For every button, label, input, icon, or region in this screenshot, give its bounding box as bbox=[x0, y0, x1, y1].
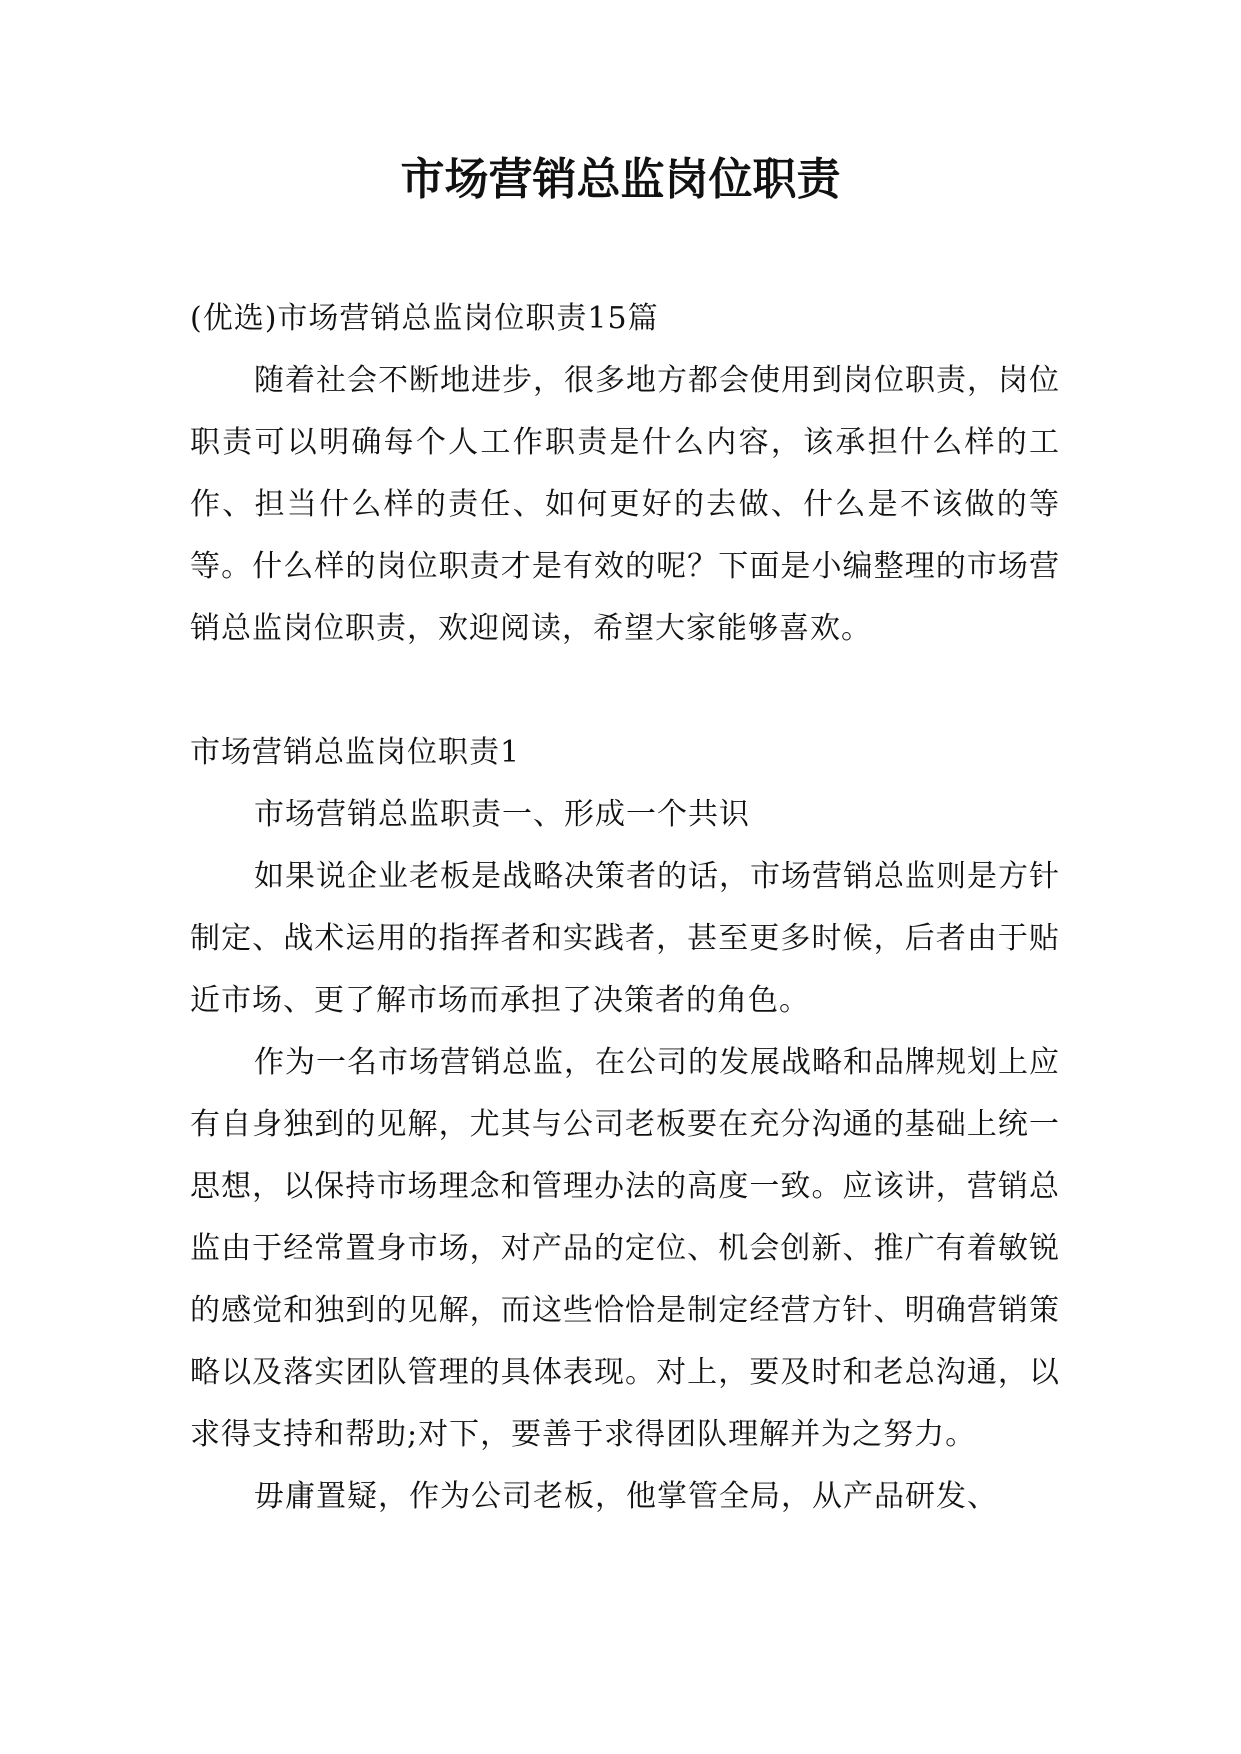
document-subtitle: (优选)市场营销总监岗位职责15篇 bbox=[190, 301, 659, 336]
document-body bbox=[190, 288, 1060, 1528]
document-title: 市场营销总监岗位职责 bbox=[400, 154, 841, 205]
body-paragraph-3: 毋庸置疑，作为公司老板，他掌管全局，从产品研发、 bbox=[254, 1479, 998, 1514]
section-subheading: 市场营销总监职责一、形成一个共识 bbox=[254, 797, 750, 832]
intro-paragraph: 随着社会不断地进步，很多地方都会使用到岗位职责，岗位职责可以明确每个人工作职责是什么内容，该承担什么样的工作、担当什么样的责任、如何更好的去做、什么是不该做的等等。什么样的岗位职责才是有效的呢？下面是小编整理的市场营销总监岗位职责，欢迎阅读，希望大家能够喜欢。 bbox=[190, 363, 1060, 646]
paragraph-gap bbox=[190, 660, 1060, 722]
section-heading: 市场营销总监岗位职责1 bbox=[190, 735, 521, 770]
body-paragraph-2: 作为一名市场营销总监，在公司的发展战略和品牌规划上应有自身独到的见解，尤其与公司老板要在充分沟通的基础上统一思想，以保持市场理念和管理办法的高度一致。应该讲，营销总监由于经常置身市场，对产品的定位、机会创新、推广有着敏锐的感觉和独到的见解，而这些恰恰是制定经营方针、明确营销策略以及落实团队管理的具体表现。对上，要及时和老总沟通，以求得支持和帮助;对下，要善于求得团队理解并为之努力。 bbox=[190, 1045, 1060, 1452]
body-paragraph-1: 如果说企业老板是战略决策者的话，市场营销总监则是方针制定、战术运用的指挥者和实践者，甚至更多时候，后者由于贴近市场、更了解市场而承担了决策者的角色。 bbox=[190, 859, 1060, 1018]
